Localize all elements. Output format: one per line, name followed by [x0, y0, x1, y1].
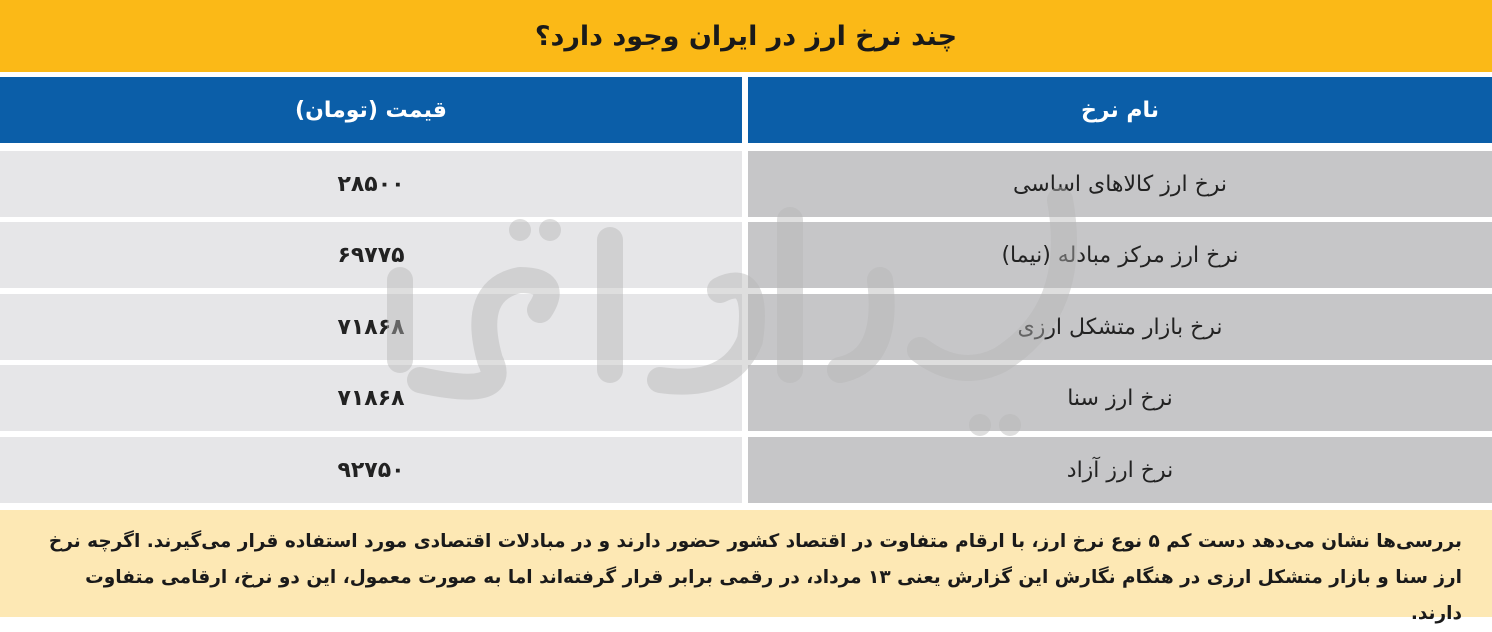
- footer-note: بررسی‌ها نشان می‌دهد دست کم ۵ نوع نرخ ارز، با ارقام متفاوت در اقتصاد کشور حضور دارند و در مبادلات اقتصادی مورد استفاده قرار می‌گیرند. اگرچه نرخ ارز سنا و بازار متشکل ارزی در هنگام نگارش این گزارش یعنی ۱۳ مرداد، در رقمی برابر قرار گرفته‌اند اما به صورت معمول، این دو نرخ، ارقامی متفاوت دارند.: [0, 510, 1492, 617]
- row-3-price: ۷۱۸۶۸: [0, 294, 742, 360]
- row-4-price: ۷۱۸۶۸: [0, 365, 742, 431]
- row-3-name: نرخ بازار متشکل ارزی: [748, 294, 1492, 360]
- row-1-name: نرخ ارز کالاهای اساسی: [748, 151, 1492, 217]
- title-bar: [0, 0, 1492, 72]
- header-name: نام نرخ: [748, 77, 1492, 143]
- row-5-price: ۹۲۷۵۰: [0, 437, 742, 503]
- header-price: قیمت (تومان): [0, 77, 742, 143]
- row-2-name: نرخ ارز مرکز مبادله (نیما): [748, 222, 1492, 288]
- row-2-price: ۶۹۷۷۵: [0, 222, 742, 288]
- page-title: چند نرخ ارز در ایران وجود دارد؟: [534, 20, 958, 52]
- row-5-name: نرخ ارز آزاد: [748, 437, 1492, 503]
- row-4-name: نرخ ارز سنا: [748, 365, 1492, 431]
- row-1-price: ۲۸۵۰۰: [0, 151, 742, 217]
